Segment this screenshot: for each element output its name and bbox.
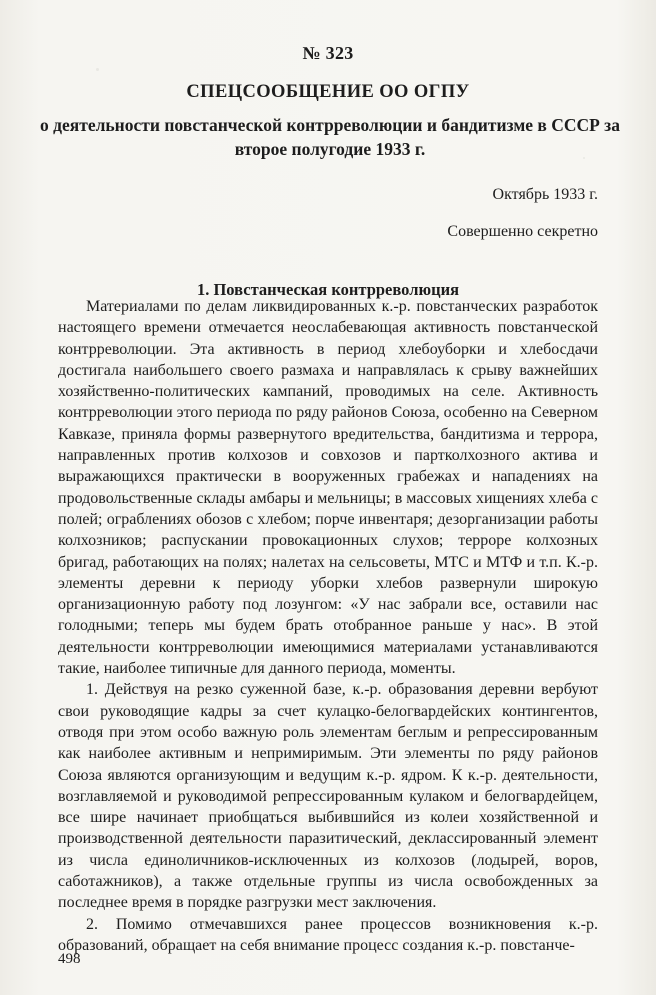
- paragraph: Материалами по делам ликвидированных к.-р. повстанческих разработок настоящего времени отмечается неослабевающая активность повстанческой контрреволюции. Эта активность в период хлебоуборки и хлебосдачи достигала наибольшего своего размаха и направлялась к срыву важнейших хозяйственно-политических кампаний, проводимых на селе. Активность контрреволюции этого периода по ряду районов Союза, особенно на Северном Кавказе, приняла формы развернутого вредительства, бандитизма и террора, направленных против колхозов и совхозов и партколхозного актива и выражающихся практически в вооруженных грабежах и нападениях на продовольственные склады амбары и мельницы; в массовых хищениях хлеба с полей; ограблениях обозов с хлебом; порче инвентаря; дезорганизации работы колхозников; распускании провокационных слухов; терроре колхозных бригад, работающих на полях; налетах на сельсоветы, МТС и МТФ и т.п. К.-р. элементы деревни к периоду уборки хлебов развернули широкую организационную работу под лозунгом: «У нас забрали все, оставили нас голодными; теперь мы будем брать отобранное раньше у нас». В этой деятельности контрреволюции имеющимися материалами устанавливаются такие, наиболее типичные для данного периода, моменты.: [58, 298, 598, 678]
- scan-speck: [96, 68, 99, 71]
- section-heading: 1. Повстанческая контрреволюция: [196, 280, 460, 299]
- classification-label: Совершенно секретно: [447, 223, 598, 240]
- paragraph: 2. Помимо отмечавшихся ранее процессов возникновения к.-р. образований, обращает на себя внимание процесс создания к.-р. повстанче-: [58, 915, 598, 954]
- document-date: Октябрь 1933 г.: [492, 186, 598, 203]
- page-number: 498: [58, 951, 81, 967]
- document-title: СПЕЦСООБЩЕНИЕ ОО ОГПУ: [186, 82, 470, 102]
- document-subtitle: о деятельности повстанческой контрреволюции и бандитизме в СССР за второе полугодие 1933 г.: [40, 115, 620, 159]
- document-number: № 323: [302, 43, 354, 63]
- paragraph: 1. Действуя на резко суженной базе, к.-р. образования деревни вербуют свои руководящие кадры за счет кулацко-белогвардейских контингентов, отводя при этом особо важную роль элементам беглым и репрессированным как наиболее активным и непримиримым. Эти элементы по ряду районов Союза являются организующим и ведущим к.-р. ядром. К к.-р. деятельности, возглавляемой и руководимой репрессированным кулаком и белогвардейцем, все шире начинает приобщаться выбившийся из колеи хозяйственной и производственной деятельности паразитический, деклассированный элемент из числа единоличников-исключенных из колхозов (лодырей, воров, саботажников), а также отдельные группы из числа освобожденных за последнее время в порядке разгрузки мест заключения.: [58, 681, 598, 912]
- body-text: [58, 296, 598, 956]
